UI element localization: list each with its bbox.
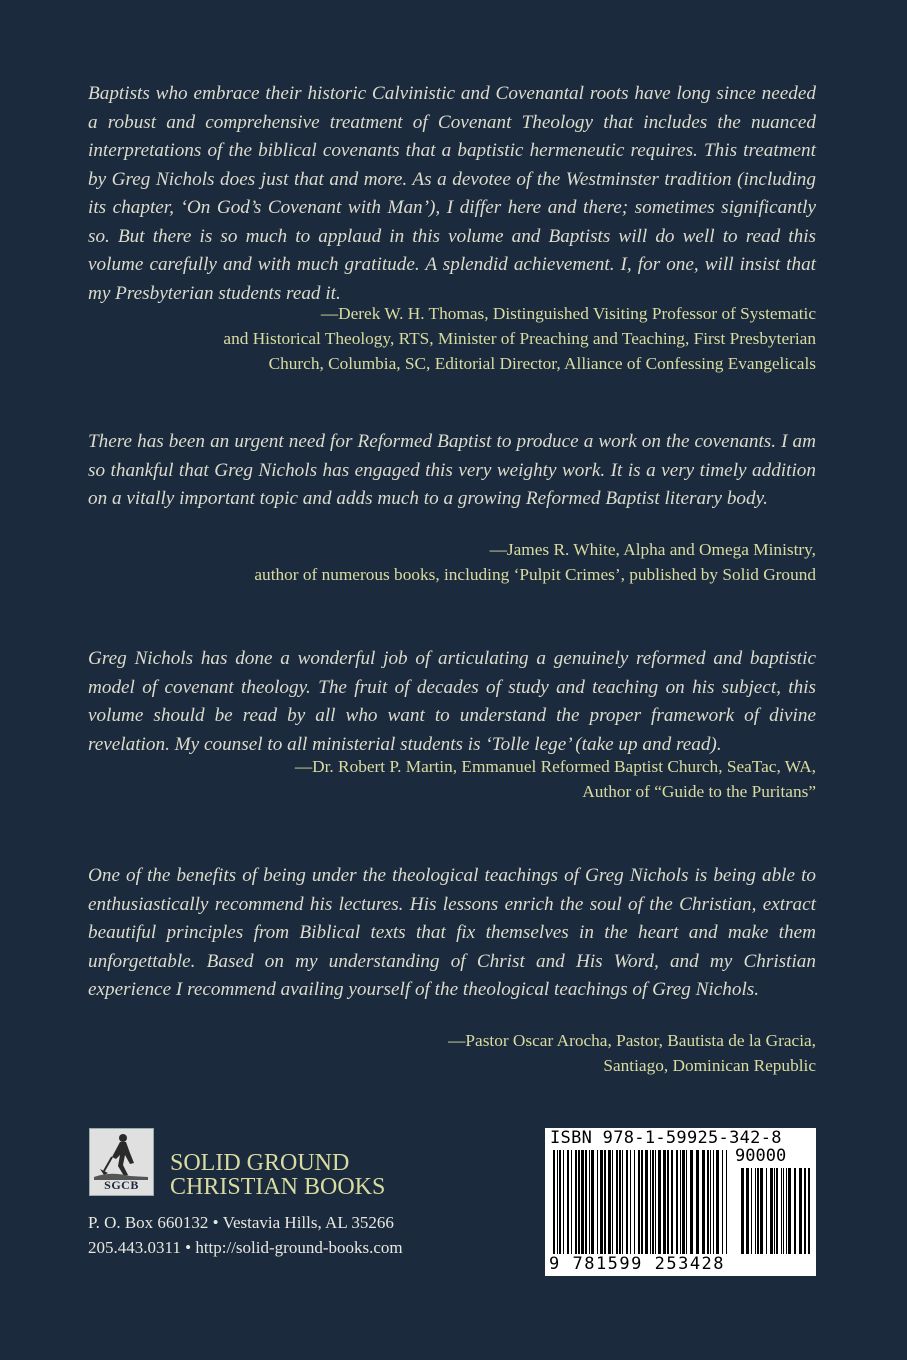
attribution-line: —Derek W. H. Thomas, Distinguished Visiting Professor of Systematic xyxy=(320,304,816,323)
price-addon-number: 90000 xyxy=(735,1146,787,1166)
barcode-bar xyxy=(726,1150,727,1254)
barcode-bar xyxy=(680,1150,681,1254)
barcode-bar xyxy=(652,1150,654,1254)
barcode-bar xyxy=(686,1150,687,1254)
barcode-bar xyxy=(690,1150,693,1254)
endorsement-quote-2 xyxy=(88,428,816,514)
barcode-bar xyxy=(702,1150,705,1254)
endorsement-attribution-4 xyxy=(88,1028,816,1078)
publisher-name xyxy=(170,1151,385,1199)
attribution-line: Author of “Guide to the Puritans” xyxy=(582,782,816,801)
ean-number: 9 781599 253428 xyxy=(549,1254,726,1274)
barcode-bar xyxy=(581,1150,584,1254)
barcode-bar xyxy=(757,1168,759,1254)
endorsement-text-3: Greg Nichols has done a wonderful job of articulating a genuinely reformed and baptistic model of covenant theology. The fruit of decades of study and teaching on his subject, this volume should be read by all who want to understand the proper framework of divine revelation. My counsel to all ministerial students is ‘Tolle lege’ (take up and read). xyxy=(88,648,816,755)
isbn-barcode xyxy=(545,1128,816,1276)
barcode-bar xyxy=(713,1150,714,1254)
barcode-bar xyxy=(557,1150,558,1254)
barcode-bar xyxy=(663,1150,666,1254)
publisher-name-line2: CHRISTIAN BOOKS xyxy=(170,1174,386,1200)
endorsement-text-4: One of the benefits of being under the theological teachings of Greg Nichols is being able to enthusiastically recommend his lectures. His lessons enrich the soul of the Christian, extract beautiful principles from Biblical texts that fix themselves in the heart and make them unforgettable. Based on my understanding of Christ and His Word, and my Christian experience I recommend availing yourself of the theological teachings of Greg Nichols. xyxy=(88,865,816,1000)
addon-barcode-bars xyxy=(741,1168,811,1254)
attribution-line: author of numerous books, including ‘Pulpit Crimes’, published by Solid Ground xyxy=(254,565,816,584)
barcode-bar xyxy=(630,1150,631,1254)
barcode-bar xyxy=(619,1150,621,1254)
barcode-bar xyxy=(578,1150,580,1254)
barcode-bar xyxy=(804,1168,806,1254)
publisher-address: P. O. Box 660132 • Vestavia Hills, AL 35266 xyxy=(88,1213,394,1232)
barcode-bar xyxy=(641,1150,643,1254)
barcode-bar xyxy=(676,1150,678,1254)
barcode-bar xyxy=(741,1168,744,1254)
barcode-bar xyxy=(589,1150,590,1254)
barcode-bar xyxy=(783,1168,784,1254)
endorsement-quote-1 xyxy=(88,80,816,308)
endorsement-attribution-3 xyxy=(88,754,816,804)
barcode-bar xyxy=(600,1150,603,1254)
barcode-bar xyxy=(786,1168,787,1254)
barcode-bar xyxy=(634,1150,635,1254)
endorsement-quote-4 xyxy=(88,862,816,1005)
barcode-bar xyxy=(751,1168,752,1254)
endorsement-text-2: There has been an urgent need for Reformed Baptist to produce a work on the covenants. I am so thankful that Greg Nichols has engaged this very weighty work. It is a very timely addition on a vitally important topic and adds much to a growing Reformed Baptist literary body. xyxy=(88,431,816,509)
endorsement-text-1: Baptists who embrace their historic Calvinistic and Covenantal roots have long since needed a robust and comprehensive treatment of Covenant Theology that includes the nuanced interpretations of the biblical covenants that a baptistic hermeneutic requires. This treatment by Greg Nichols does just that and more. As a devotee of the Westminster tradition (including its chapter, ‘On God’s Covenant with Man’), I differ here and there; sometimes significantly so. But there is so much to applaud in this volume and Baptists will do well to read this volume carefully and with much gratitude. A splendid achievement. I, for one, will insist that my Presbyterian students read it. xyxy=(88,83,816,304)
barcode-bar xyxy=(591,1150,594,1254)
barcode-bar xyxy=(755,1168,756,1254)
barcode-bar xyxy=(799,1168,802,1254)
barcode-bar xyxy=(655,1150,656,1254)
barcode-bar xyxy=(710,1150,711,1254)
barcode-bar xyxy=(638,1150,640,1254)
barcode-bar xyxy=(794,1168,796,1254)
barcode-bar xyxy=(571,1150,572,1254)
publisher-contact: 205.443.0311 • http://solid-ground-books.com xyxy=(88,1238,403,1257)
attribution-line: and Historical Theology, RTS, Minister of Preaching and Teaching, First Presbyterian xyxy=(223,329,816,348)
barcode-bar xyxy=(722,1150,723,1254)
attribution-line: Santiago, Dominican Republic xyxy=(603,1056,816,1075)
barcode-bar xyxy=(622,1150,623,1254)
barcode-bar xyxy=(597,1150,598,1254)
endorsement-attribution-2 xyxy=(88,537,816,587)
barcode-bar xyxy=(696,1150,699,1254)
ean-barcode-bars xyxy=(553,1150,731,1254)
barcode-bar xyxy=(608,1150,611,1254)
endorsement-quote-3 xyxy=(88,645,816,759)
digging-man-icon xyxy=(90,1129,153,1181)
barcode-bar xyxy=(746,1168,749,1254)
attribution-line: Church, Columbia, SC, Editorial Director, Alliance of Confessing Evangelicals xyxy=(268,354,816,373)
barcode-bar xyxy=(626,1150,628,1254)
barcode-bar xyxy=(776,1168,778,1254)
barcode-bar xyxy=(766,1168,767,1254)
barcode-bar xyxy=(781,1168,782,1254)
barcode-bar xyxy=(774,1168,775,1254)
barcode-bar xyxy=(667,1150,669,1254)
barcode-bar xyxy=(616,1150,618,1254)
barcode-bar xyxy=(682,1150,685,1254)
barcode-bar xyxy=(604,1150,606,1254)
barcode-bar xyxy=(671,1150,673,1254)
endorsement-attribution-1 xyxy=(88,301,816,376)
barcode-bar xyxy=(585,1150,587,1254)
barcode-bar xyxy=(770,1168,773,1254)
attribution-line: —Pastor Oscar Arocha, Pastor, Bautista de la Gracia, xyxy=(448,1031,816,1050)
barcode-bar xyxy=(658,1150,661,1254)
barcode-bar xyxy=(563,1150,564,1254)
barcode-bar xyxy=(788,1168,791,1254)
attribution-line: —James R. White, Alpha and Omega Ministry, xyxy=(489,540,816,559)
publisher-logo xyxy=(89,1128,154,1196)
barcode-bar xyxy=(559,1150,561,1254)
attribution-line: —Dr. Robert P. Martin, Emmanuel Reformed Baptist Church, SeaTac, WA, xyxy=(294,757,816,776)
publisher-name-line1: SOLID GROUND xyxy=(170,1150,350,1176)
barcode-bar xyxy=(808,1168,810,1254)
isbn-number: ISBN 978-1-59925-342-8 xyxy=(550,1128,782,1148)
logo-label: SGCB xyxy=(104,1178,139,1192)
barcode-bar xyxy=(612,1150,613,1254)
barcode-bar xyxy=(575,1150,577,1254)
barcode-bar xyxy=(567,1150,569,1254)
barcode-bar xyxy=(553,1150,555,1254)
barcode-bar xyxy=(645,1150,648,1254)
barcode-bar xyxy=(760,1168,763,1254)
barcode-bar xyxy=(716,1150,719,1254)
barcode-bar xyxy=(650,1150,651,1254)
barcode-bar xyxy=(707,1150,709,1254)
